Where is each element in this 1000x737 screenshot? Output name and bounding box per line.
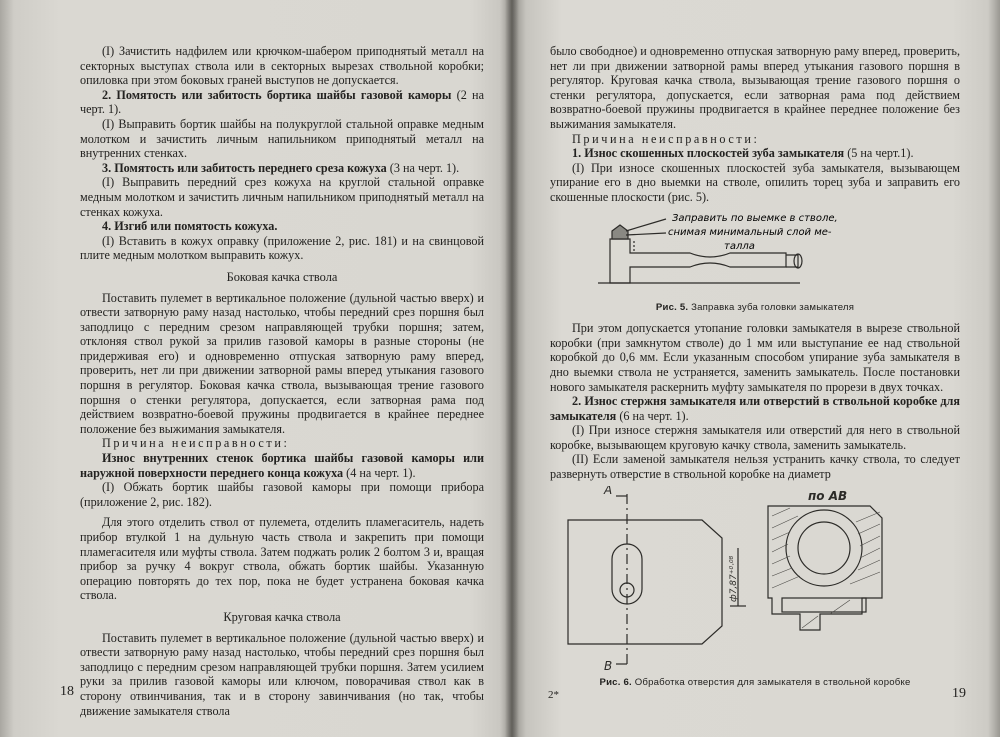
figure-5-caption: [550, 301, 960, 316]
paragraph: Поставить пулемет в вертикальное положение (дульной частью вверх) и отвести затворную раму назад настолько, чтобы передний срез поршня был заподлицо с передним срезом направляющей трубки поршня; затем, отклоняя ствол рукой за прилив газовой каморы в разные стороны (не придерживая его) и одновременно отпуская затворную раму вперед, проверить, нет ли при движении затворной рамы вперед утыкания газового поршня в регулятор. Боковая качка ствола, вызывающая трение газового поршня о стенки регулятора, допускается, если затворная рама под действием возвратно-боевой пружины продвигается в крайнее переднее положение без выжимания замыкателя.: [80, 290, 484, 436]
figure-5-note-line: талла: [724, 240, 755, 252]
fault-title: 3. Помятость или забитость переднего среза кожуха: [102, 160, 387, 175]
paragraph: При этом допускается утопание головки замыкателя в вырезе ствольной коробки (при замкнутом стволе) до 1 мм или выступание ее над ствольной коробкой до 0,6 мм. Если указанным способом упирание зуба замыкателя в дно выемки ствола не устраняется, заменить замыкатель. После постановки нового замыкателя раскернить муфту замыкателя по прорези в двух точках.: [550, 321, 960, 394]
fault-ref: (4 на черт. 1).: [343, 465, 416, 480]
paragraph: (I) При износе скошенных плоскостей зуба замыкателя, вызывающем упирание его в дно выемки на стволе, опилить торец зуба и заправить его скошенные плоскости (рис. 5).: [550, 160, 960, 204]
section-heading: Боковая качка ствола: [226, 269, 338, 284]
cause-label: Причина неисправности:: [102, 436, 290, 451]
figure-5: [550, 211, 960, 297]
right-text-column: [550, 44, 960, 696]
paragraph: Поставить пулемет в вертикальное положение (дульной частью вверх) и отвести затворную раму назад настолько, чтобы передний срез поршня был заподлицо с передним срезом направляющей трубки поршня. Затем усилием руки за прилив газовой каморы или ключом, поворачивая ствол как в сторону отвинчивания, так и в сторону завинчивания (но так, чтобы движение замыкателя ствола: [80, 630, 484, 718]
figure-6-section-label: по AB: [808, 488, 848, 503]
figure-6: [550, 486, 960, 672]
right-page: [512, 0, 1000, 737]
fault-ref: (3 на черт. 1).: [386, 160, 460, 175]
fault-title: 1. Износ скошенных плоскостей зуба замыкателя: [572, 146, 845, 161]
cause-label: Причина неисправности:: [572, 131, 760, 146]
figure-6-drawing: [550, 486, 960, 672]
caption-label: Рис. 5.: [655, 301, 689, 313]
paragraph: было свободное) и одновременно отпуская затворную раму вперед, проверить, нет ли при движении затворной рамы вперед утыкания газового поршня в регулятор. Круговая качка ствола, вызывающая трение газового поршня о стенки регулятора, допускается, если затворная рама под действием возвратно-боевой пружины продвигается в крайнее переднее положение без выжимания замыкателя.: [550, 44, 960, 131]
signature-mark: 2*: [548, 689, 559, 701]
paragraph: (I) Зачистить надфилем или крючком-шабером приподнятый металл на секторных выступах ствола или в секторных вырезах ствольной коробки; опиловка при этом боковых граней выступов не допускается.: [80, 44, 484, 88]
page-number: 18: [60, 684, 74, 699]
fault-title: Износ внутренних стенок бортика шайбы газовой каморы или наружной поверхности переднего конца кожуха: [80, 451, 484, 480]
paragraph: (I) Выправить бортик шайбы на полукруглой стальной оправке медным молотком и зачистить личным напильником приподнятый металл на внутренних стенках.: [80, 116, 484, 161]
caption-text: Заправка зуба головки замыкателя: [688, 301, 855, 313]
left-text-column: [80, 44, 484, 718]
paragraph: Для этого отделить ствол от пулемета, отделить пламегаситель, надеть прибор втулкой 1 на дульную часть ствола и закрепить при помощи пламегасителя или муфты ствола. Затем поджать ролик 2 болтом 3 и, вращая прибор за ручку 4 вокруг ствола, обжать бортик шайбы. Указанную операцию повторять до тех пор, пока не будет устранена боковая качка ствола.: [80, 515, 484, 603]
figure-5-drawing: [550, 211, 960, 297]
figure-6-label-b: В: [604, 658, 613, 672]
paragraph: [550, 146, 960, 161]
page-number: 19: [952, 686, 966, 701]
paragraph: [80, 451, 484, 480]
caption-label: Рис. 6.: [599, 676, 632, 688]
fault-ref: (5 на черт.1).: [844, 146, 914, 161]
figure-6-caption: [550, 676, 960, 691]
figure-6-label-a: А: [604, 485, 613, 497]
paragraph: (I) При износе стержня замыкателя или отверстий для него в ствольной коробке, вызывающем круговую качку ствола, заменить замыкатель.: [550, 423, 960, 452]
fault-ref: (6 на черт. 1).: [616, 408, 689, 423]
section-heading: Круговая качка ствола: [223, 609, 341, 624]
paragraph: [80, 219, 484, 234]
paragraph: (I) Вставить в кожух оправку (приложение 2, рис. 181) и на свинцовой плите медным молотком выправить кожух.: [80, 233, 484, 263]
paragraph: [550, 394, 960, 423]
paragraph: (II) Если заменой замыкателя нельзя устранить качку ствола, то следует развернуть отверстие в ствольной коробке на диаметр: [550, 452, 960, 482]
figure-6-dimension-label: ф7,87⁺⁰·⁰⁸: [729, 555, 739, 602]
fault-title: 2. Помятость или забитость бортика шайбы газовой каморы: [102, 87, 452, 102]
paragraph: [80, 88, 484, 117]
figure-5-note-line: снимая минимальный слой ме-: [668, 226, 832, 238]
book-gutter: [505, 0, 519, 737]
paragraph: (I) Обжать бортик шайбы газовой каморы при помощи прибора (приложение 2, рис. 182).: [80, 480, 484, 509]
fault-title: 2. Износ стержня замыкателя или отверстий в ствольной коробке для замыкателя: [550, 394, 960, 423]
figure-5-note-line: Заправить по выемке в стволе,: [672, 212, 838, 224]
paragraph: [80, 161, 484, 176]
paragraph: (I) Выправить передний срез кожуха на круглой стальной оправке медным молотком и зачистить личным напильником приподнятый металл на стенках кожуха.: [80, 175, 484, 219]
fault-ref: (2 на черт. 1).: [80, 87, 484, 117]
caption-text: Обработка отверстия для замыкателя в ствольной коробке: [631, 676, 911, 688]
fault-title: 4. Изгиб или помятость кожуха.: [102, 219, 278, 234]
